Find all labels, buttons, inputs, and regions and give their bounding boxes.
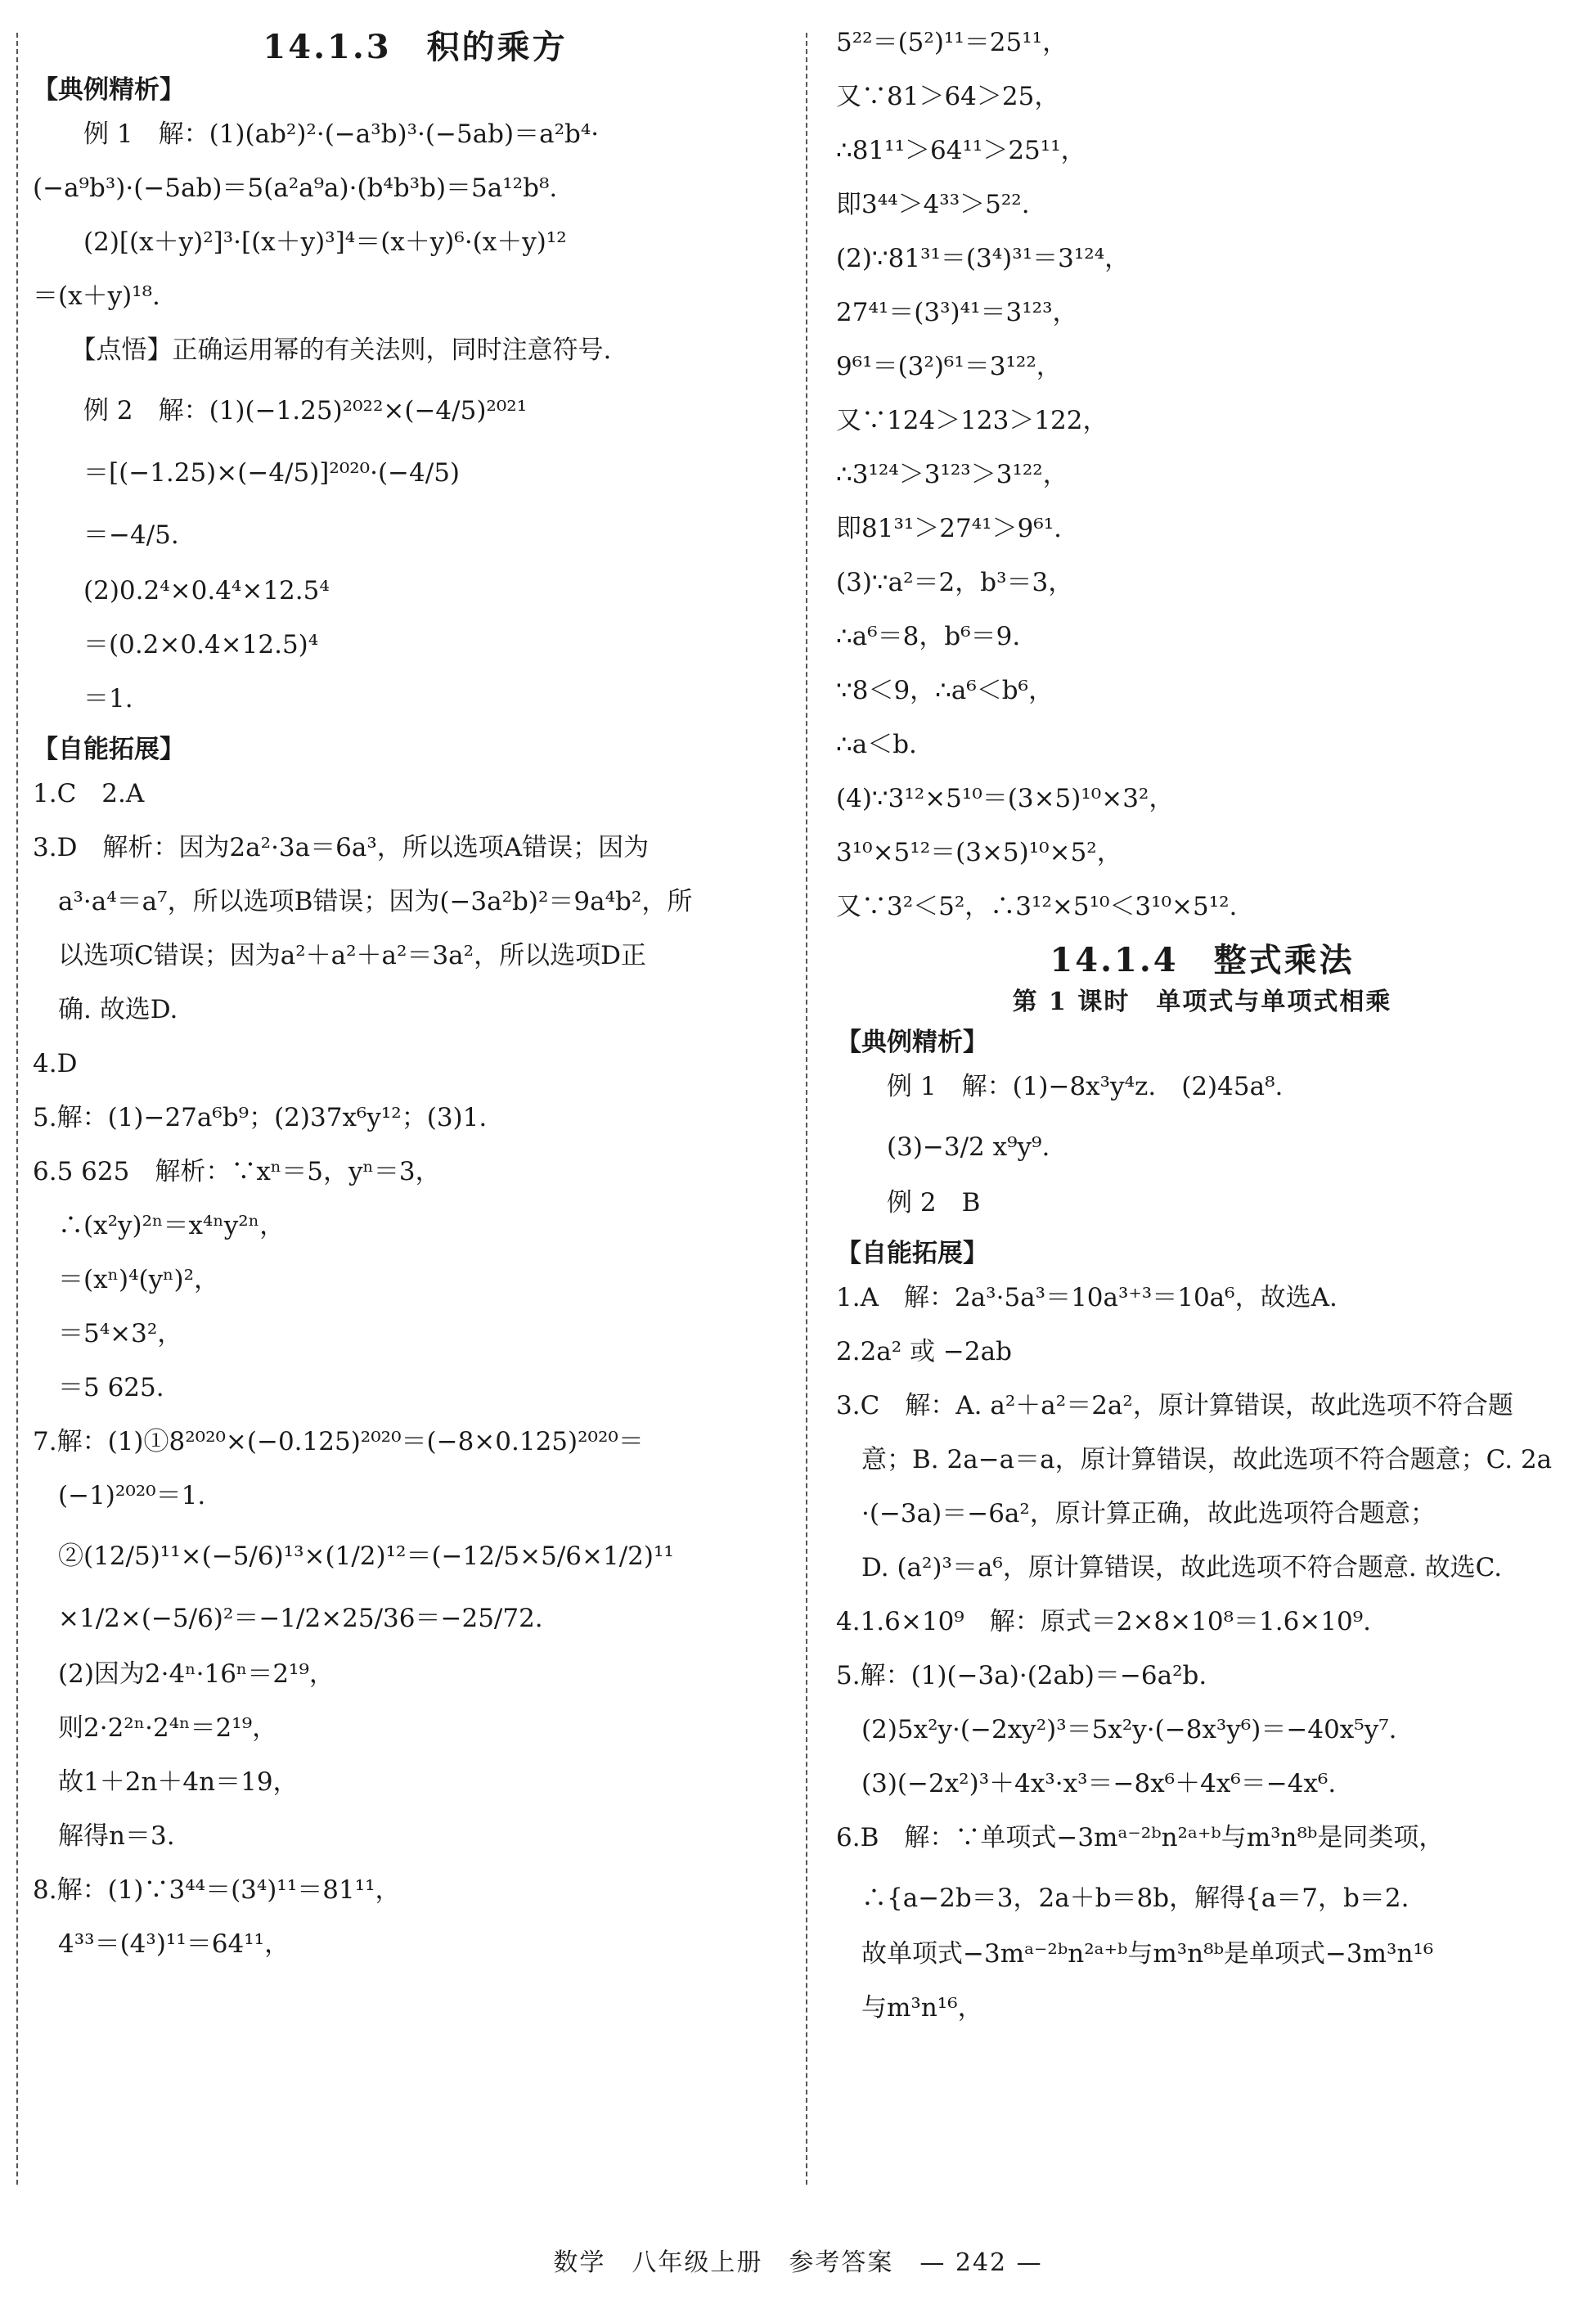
answer-line: ＝[(−1.25)×(−4/5)]²⁰²⁰·(−4/5) xyxy=(33,458,461,488)
answer-line: (−1)²⁰²⁰＝1. xyxy=(33,1481,206,1510)
answer-line: a³·a⁴＝a⁷，所以选项B错误；因为(−3a²b)²＝9a⁴b²，所 xyxy=(33,887,693,916)
left-margin-rule xyxy=(16,33,18,2185)
answer-line: (2)[(x＋y)²]³·[(x＋y)³]⁴＝(x＋y)⁶·(x＋y)¹² xyxy=(33,227,567,257)
answer-line: ∴a⁶＝8，b⁶＝9. xyxy=(836,622,1021,651)
answer-line: ＝5⁴×3²， xyxy=(33,1319,183,1348)
answer-line: 6.B 解：∵单项式−3mᵃ⁻²ᵇn²ᵃ⁺ᵇ与m³n⁸ᵇ是同类项， xyxy=(836,1823,1445,1852)
answer-line: ∴81¹¹＞64¹¹＞25¹¹， xyxy=(836,136,1086,165)
answer-line: 1.C 2.A xyxy=(33,779,145,808)
answer-line: ∴3¹²⁴＞3¹²³＞3¹²²， xyxy=(836,460,1068,489)
answer-line: 意；B. 2a−a＝a，原计算错误，故此选项不符合题意；C. 2a xyxy=(836,1445,1553,1474)
page-footer: 数学 八年级上册 参考答案 — 242 — xyxy=(553,2248,1043,2277)
answer-line: ②(12/5)¹¹×(−5/6)¹³×(1/2)¹²＝(−12/5×5/6×1/2)¹¹ xyxy=(33,1542,674,1571)
answer-line: ＝(x＋y)¹⁸. xyxy=(33,281,160,311)
answer-line: (4)∵3¹²×5¹⁰＝(3×5)¹⁰×3²， xyxy=(836,784,1175,813)
section-title: 14.1.4 整式乘法 xyxy=(1050,941,1355,979)
answer-line: 5.解：(1)(−3a)·(2ab)＝−6a²b. xyxy=(836,1661,1207,1690)
answer-line: (3)(−2x²)³＋4x³·x³＝−8x⁶＋4x⁶＝−4x⁶. xyxy=(836,1769,1337,1798)
answer-line: 解得n＝3. xyxy=(33,1821,175,1851)
answer-line: ＝−4/5. xyxy=(33,520,179,550)
answer-line: ∴{a−2b＝3，2a＋b＝8b，解得{a＝7，b＝2. xyxy=(836,1884,1409,1913)
answer-line: ＝1. xyxy=(33,684,133,713)
heading-extension: 【自能拓展】 xyxy=(33,735,185,764)
left-column xyxy=(33,25,798,1980)
answer-line: 以选项C错误；因为a²＋a²＋a²＝3a²，所以选项D正 xyxy=(33,941,646,970)
answer-line: 7.解：(1)①8²⁰²⁰×(−0.125)²⁰²⁰＝(−8×0.125)²⁰²⁰＝ xyxy=(33,1427,644,1456)
answer-line: 9⁶¹＝(3²)⁶¹＝3¹²²， xyxy=(836,352,1062,381)
answer-line: 例 1 解：(1)−8x³y⁴z. (2)45a⁸. xyxy=(836,1072,1284,1101)
answer-line: D. (a²)³＝a⁶，原计算错误，故此选项不符合题意. 故选C. xyxy=(836,1553,1503,1582)
answer-line: 3.C 解：A. a²＋a²＝2a²，原计算错误，故此选项不符合题 xyxy=(836,1391,1513,1420)
answer-line: ·(−3a)＝−6a²，原计算正确，故此选项符合题意； xyxy=(836,1499,1436,1528)
answer-line: (3)−3/2 x⁹y⁹. xyxy=(836,1132,1050,1162)
right-column xyxy=(836,25,1568,2044)
answer-line: 即81³¹＞27⁴¹＞9⁶¹. xyxy=(836,514,1063,543)
answer-line: 6.5 625 解析：∵xⁿ＝5，yⁿ＝3， xyxy=(33,1157,441,1186)
answer-line: (2)∵81³¹＝(3⁴)³¹＝3¹²⁴， xyxy=(836,244,1131,273)
answer-line: ∴(x²y)²ⁿ＝x⁴ⁿy²ⁿ， xyxy=(33,1211,285,1240)
answer-line: ＝5 625. xyxy=(33,1373,164,1402)
heading-examples: 【典例精析】 xyxy=(33,75,185,105)
heading-examples: 【典例精析】 xyxy=(836,1028,988,1057)
answer-line: 又∵3²＜5²，∴3¹²×5¹⁰＜3¹⁰×5¹². xyxy=(836,892,1238,921)
answer-line: 3¹⁰×5¹²＝(3×5)¹⁰×5²， xyxy=(836,838,1122,867)
answer-line: (2)0.2⁴×0.4⁴×12.5⁴ xyxy=(33,576,330,605)
answer-line: ∵8＜9，∴a⁶＜b⁶， xyxy=(836,676,1054,705)
answer-line: (−a⁹b³)·(−5ab)＝5(a²a⁹a)·(b⁴b³b)＝5a¹²b⁸. xyxy=(33,173,558,203)
answer-line: (2)5x²y·(−2xy²)³＝5x²y·(−8x³y⁶)＝−40x⁵y⁷. xyxy=(836,1715,1397,1744)
answer-line: 则2·2²ⁿ·2⁴ⁿ＝2¹⁹， xyxy=(33,1713,278,1743)
answer-line: 5.解：(1)−27a⁶b⁹；(2)37x⁶y¹²；(3)1. xyxy=(33,1103,488,1132)
answer-line: 例 1 解：(1)(ab²)²·(−a³b)³·(−5ab)＝a²b⁴· xyxy=(33,119,600,149)
answer-line: 故单项式−3mᵃ⁻²ᵇn²ᵃ⁺ᵇ与m³n⁸ᵇ是单项式−3m³n¹⁶ xyxy=(836,1939,1434,1969)
answer-line: 即3⁴⁴＞4³³＞5²². xyxy=(836,190,1030,219)
answer-line: 故1＋2n＋4n＝19， xyxy=(33,1767,299,1797)
answer-line: 又∵124＞123＞122， xyxy=(836,406,1108,435)
answer-line: ∴a＜b. xyxy=(836,730,917,759)
answer-line: 8.解：(1)∵3⁴⁴＝(3⁴)¹¹＝81¹¹， xyxy=(33,1875,401,1905)
answer-line: 27⁴¹＝(3³)⁴¹＝3¹²³， xyxy=(836,298,1078,327)
answer-line: 又∵81＞64＞25， xyxy=(836,82,1060,111)
answer-line: ＝(xⁿ)⁴(yⁿ)²， xyxy=(33,1265,220,1294)
tip-line: 【点悟】正确运用幂的有关法则，同时注意符号. xyxy=(33,335,612,365)
section-title: 14.1.3 积的乘方 xyxy=(263,28,568,66)
answer-line: (3)∵a²＝2，b³＝3， xyxy=(836,568,1074,597)
answer-line: 4.D xyxy=(33,1049,78,1078)
answer-line: ×1/2×(−5/6)²＝−1/2×25/36＝−25/72. xyxy=(33,1604,543,1633)
answer-line: (2)因为2·4ⁿ·16ⁿ＝2¹⁹， xyxy=(33,1659,335,1689)
answer-line: 3.D 解析：因为2a²·3a＝6a³，所以选项A错误；因为 xyxy=(33,833,650,862)
heading-extension: 【自能拓展】 xyxy=(836,1239,988,1268)
answer-line: 例 2 解：(1)(−1.25)²⁰²²×(−4/5)²⁰²¹ xyxy=(33,396,528,425)
answer-line: 5²²＝(5²)¹¹＝25¹¹， xyxy=(836,28,1068,57)
answer-line: 4³³＝(4³)¹¹＝64¹¹， xyxy=(33,1929,290,1959)
answer-line: 例 2 B xyxy=(836,1188,981,1218)
answer-line: 2.2a² 或 −2ab xyxy=(836,1337,1012,1366)
answer-line: 1.A 解：2a³·5a³＝10a³⁺³＝10a⁶，故选A. xyxy=(836,1283,1337,1312)
lesson-title: 第 1 课时 单项式与单项式相乘 xyxy=(1012,988,1392,1016)
answer-line: 确. 故选D. xyxy=(33,995,178,1024)
answer-line: 4.1.6×10⁹ 解：原式＝2×8×10⁸＝1.6×10⁹. xyxy=(836,1607,1371,1636)
column-divider xyxy=(806,33,807,2185)
answer-line: 与m³n¹⁶， xyxy=(836,1993,983,2023)
answer-line: ＝(0.2×0.4×12.5)⁴ xyxy=(33,630,319,659)
